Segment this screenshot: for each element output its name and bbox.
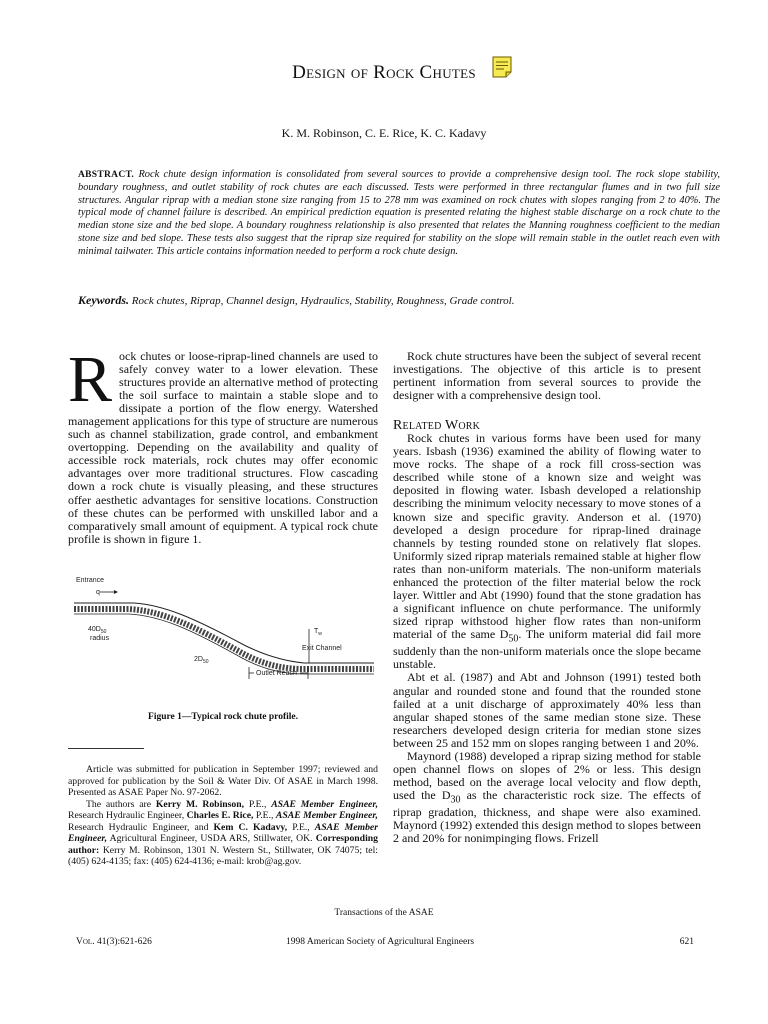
- figure-label-radius: $40D_{50}$: [88, 626, 107, 635]
- footnote-divider: [68, 748, 144, 749]
- keywords: [78, 293, 738, 308]
- intro-paragraph: [68, 343, 378, 546]
- figure-label-entrance: Entrance: [76, 577, 105, 584]
- footnote-submission: Article was submitted for publication in September 1997; reviewed and approved for publication by the Soil & Water Div. Of ASAE in March 1998. Presented as ASAE Paper No. 97-2062.: [68, 764, 378, 799]
- figure-label-outlet: Outlet Reach: [256, 670, 297, 677]
- footnote: [68, 764, 378, 868]
- keywords-text: Rock chutes, Riprap, Channel design, Hydraulics, Stability, Roughness, Grade control.: [131, 295, 515, 307]
- water-surface-line: [74, 603, 374, 663]
- figure-label-radius-word: radius: [90, 635, 110, 642]
- footer-volume: Vol. 41(3):621-626: [76, 937, 152, 947]
- left-column: [68, 343, 378, 546]
- footnote-authors: The authors are Kerry M. Robinson, P.E., ASAE Member Engineer, Research Hydraulic Engineer, Charles E. Rice, P.E., ASAE Member Engineer, Research Hydraulic Engineer, and Kem C. Kadavy, P.E., ASAE Member Engineer, Agricultural Engineer, USDA ARS, Stillwater, OK. Corresponding author: Kerry M. Robinson, 1301 N. Western St., Stillwater, OK 74075; tel: (405) 624-4135; fax: (405) 624-4136; e-mail: krob@ag.gov.: [68, 798, 379, 868]
- section-heading-related-work: Related Work: [393, 418, 481, 434]
- drop-cap: R: [68, 343, 113, 416]
- abstract-text: Rock chute design information is consolidated from several sources to provide a comprehensive design tool. The rock slope stability, boundary roughness, and outlet stability of rock chutes are each discussed. Tests were performed in three rectangular flumes and in two full size structures. Angular riprap with a median stone size ranging from 15 to 278 mm was examined on rock chutes with slopes ranging from 2 to 40%. The typical mode of channel failure is described. An empirical prediction equation is presented relating the highest stable discharge on a rock chute to the median stone size and the bed slope. A boundary roughness relationship is also presented that relates the Manning roughness coefficient to the median stone size and bed slope. These tests also suggest that the riprap size required for stability on the slope will remain stable in the outlet reach even with minimal tailwater. This article contains information needed to perform a rock chute design.: [78, 169, 720, 257]
- right-column: [393, 350, 701, 845]
- keywords-lead: Keywords.: [78, 293, 129, 307]
- related-work-paragraph-3: Maynord (1988) developed a riprap sizing method for stable open channel flows on slopes of 2% or less. This design method, based on the average local velocity and flow depth, used the $D_{30}$ as the characteristic rock size. The effects of riprap gradation, thickness, and shape were also examined. Maynord (1992) extended this design method to slopes between 2 and 20% for nonimpinging flows. Frizell: [393, 748, 701, 846]
- figure-label-2d50: $2D_{50}$: [194, 656, 209, 665]
- intro-text: ock chutes or loose-riprap-lined channels are used to safely convey water to a lower elevation. These structures provide an alternative method of protecting the soil surface to maintain a stable slope and to dissipate a portion of the flow energy. Watershed management applications for this type of structure are numerous such as channel stabilization, grade control, and embankment overtopping. Depending on the availability and quality of accessible rock materials, rock chutes may offer economic advantages over more traditional structures. Flow cascading down a rock chute is visually pleasing, and these structures offer aesthetic advantages for sensitive locations. Construction of these chutes can be performed with unskilled labor and a comparatively small amount of equipment. A typical rock chute profile is shown in figure 1.: [68, 349, 378, 546]
- footer-copyright: 1998 American Society of Agricultural Engineers: [286, 937, 475, 947]
- flow-arrow-head: [114, 590, 118, 594]
- subgrade-line: [74, 614, 374, 674]
- sticky-note-icon[interactable]: [492, 56, 512, 78]
- riprap-layer: [74, 609, 374, 669]
- figure-label-q: q: [96, 589, 100, 596]
- figure-label-exit: Exit Channel: [302, 645, 342, 652]
- footer-page-number: 621: [679, 937, 694, 947]
- related-work-paragraph-2: Abt et al. (1987) and Abt and Johnson (1991) tested both angular and rounded stone and found that the rounded stone failed at a unit discharge of approximately 40% less than angular shaped stones of the same median stone size. These researchers developed design criteria for median stone sizes between 25 and 152 mm on slopes ranging between 1 and 20%.: [393, 670, 701, 750]
- page-footer: [76, 937, 694, 951]
- figure-label-tw: $T_w$: [314, 628, 322, 637]
- page-title: Design of Rock Chutes: [292, 62, 476, 83]
- journal-name: Transactions of the ASAE: [334, 908, 434, 918]
- abstract: [78, 169, 720, 258]
- related-work-paragraph-1: Rock chutes in various forms have been used for many years. Isbash (1936) examined the ability of flowing water to move rocks. The shape of a rock fill cross-section was described while stone of a known size and weight was deposited in flowing water. Isbash developed a relationship describing the minimum velocity necessary to move stones of a known size and specific gravity. Anderson et al. (1970) developed a design procedure for riprap-lined drainage channels by testing rounded stone on relatively flat slopes. Uniformly sized riprap materials remained stable at higher flow rates than non-uniform materials. The non-uniform materials enhanced the protection of the filter material below the rock layer. Wittler and Abt (1990) found that the stone gradation has a significant influence on chute performance. The uniformly sized riprap withstood higher flow rates than non-uniform material of the same $D_{50}$. The uniform material did fail more suddenly than the non-uniform materials once the slope became unstable.: [393, 431, 701, 672]
- author-list: K. M. Robinson, C. E. Rice, K. C. Kadavy: [281, 126, 487, 140]
- abstract-lead: ABSTRACT.: [78, 170, 135, 180]
- figure-rock-chute-profile: [74, 573, 374, 683]
- objective-paragraph: Rock chute structures have been the subject of several recent investigations. The objective of this article is to present pertinent information from several sources to provide the designer with a comprehensive design tool.: [393, 349, 701, 403]
- figure-caption: Figure 1—Typical rock chute profile.: [148, 712, 298, 722]
